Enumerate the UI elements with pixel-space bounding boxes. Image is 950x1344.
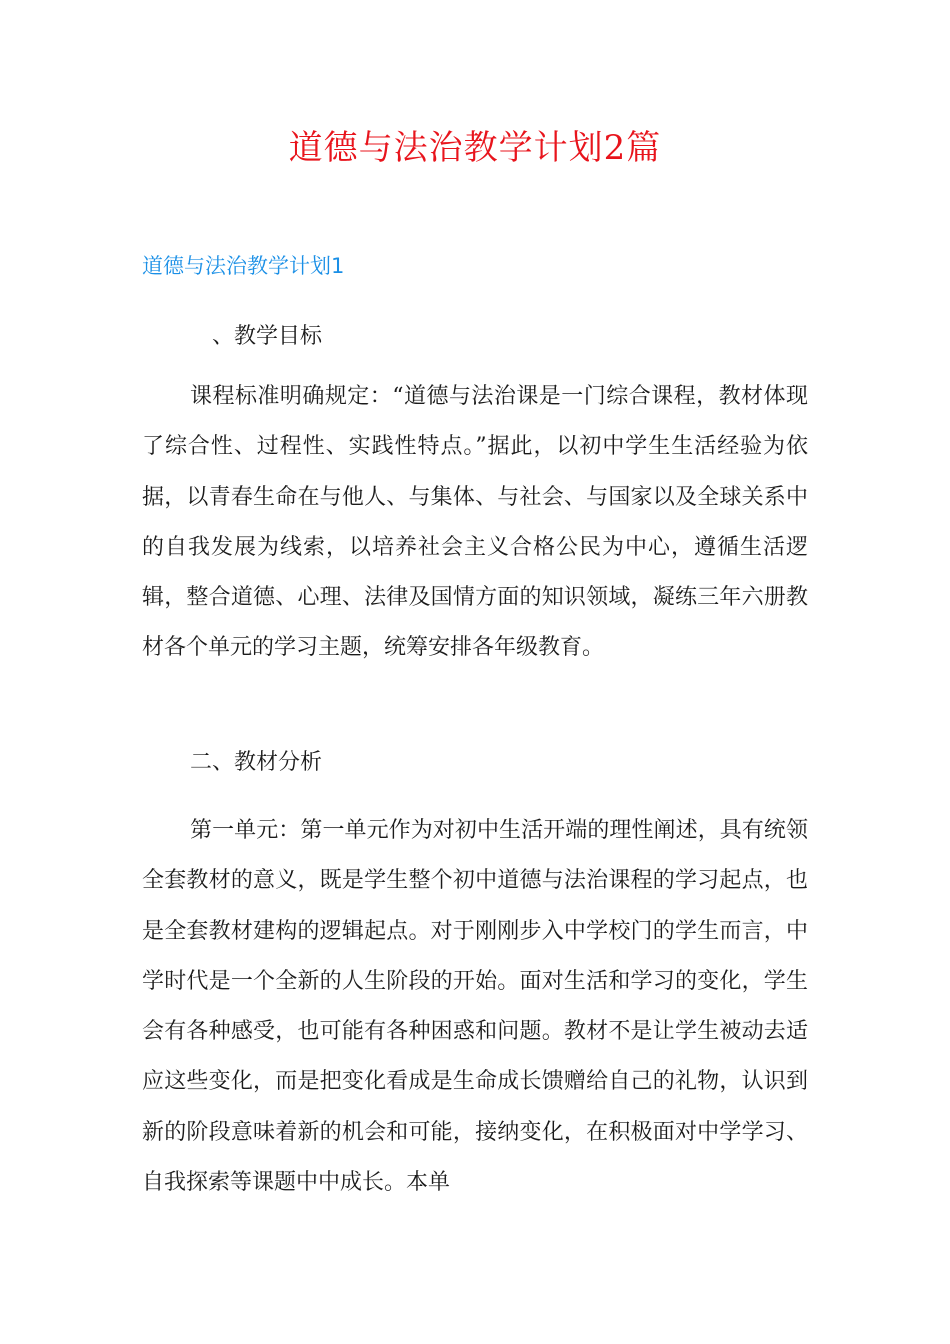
paragraph-teaching-goals: 课程标准明确规定：“道德与法治课是一门综合课程，教材体现了综合性、过程性、实践性特点。”据此，以初中学生生活经验为依据，以青春生命在与他人、与集体、与社会、与国家以及全球关系中的自我发展为线索，以培养社会主义合格公民为中心，遵循生活逻辑，整合道德、心理、法律及国情方面的知识领域，凝练三年六册教材各个单元的学习主题，统筹安排各年级教育。	[142, 384, 808, 661]
document-title: 道德与法治教学计划2篇	[288, 128, 662, 168]
section-heading: 道德与法治教学计划1	[142, 254, 345, 278]
paragraph-textbook-analysis: 第一单元：第一单元作为对初中生活开端的理性阐述，具有统领全套教材的意义，既是学生整个初中道德与法治课程的学习起点，也是全套教材建构的逻辑起点。对于刚刚步入中学校门的学生而言，中学时代是一个全新的人生阶段的开始。面对生活和学习的变化，学生会有各种感受，也可能有各种困惑和问题。教材不是让学生被动去适应这些变化，而是把变化看成是生命成长馈赠给自己的礼物，认识到新的阶段意味着新的机会和可能，接纳变化，在积极面对中学学习、自我探索等课题中中成长。本单	[142, 818, 808, 1196]
subheading-textbook-analysis: 二、教材分析	[190, 750, 323, 775]
subheading-teaching-goals: 、教学目标	[212, 324, 323, 349]
